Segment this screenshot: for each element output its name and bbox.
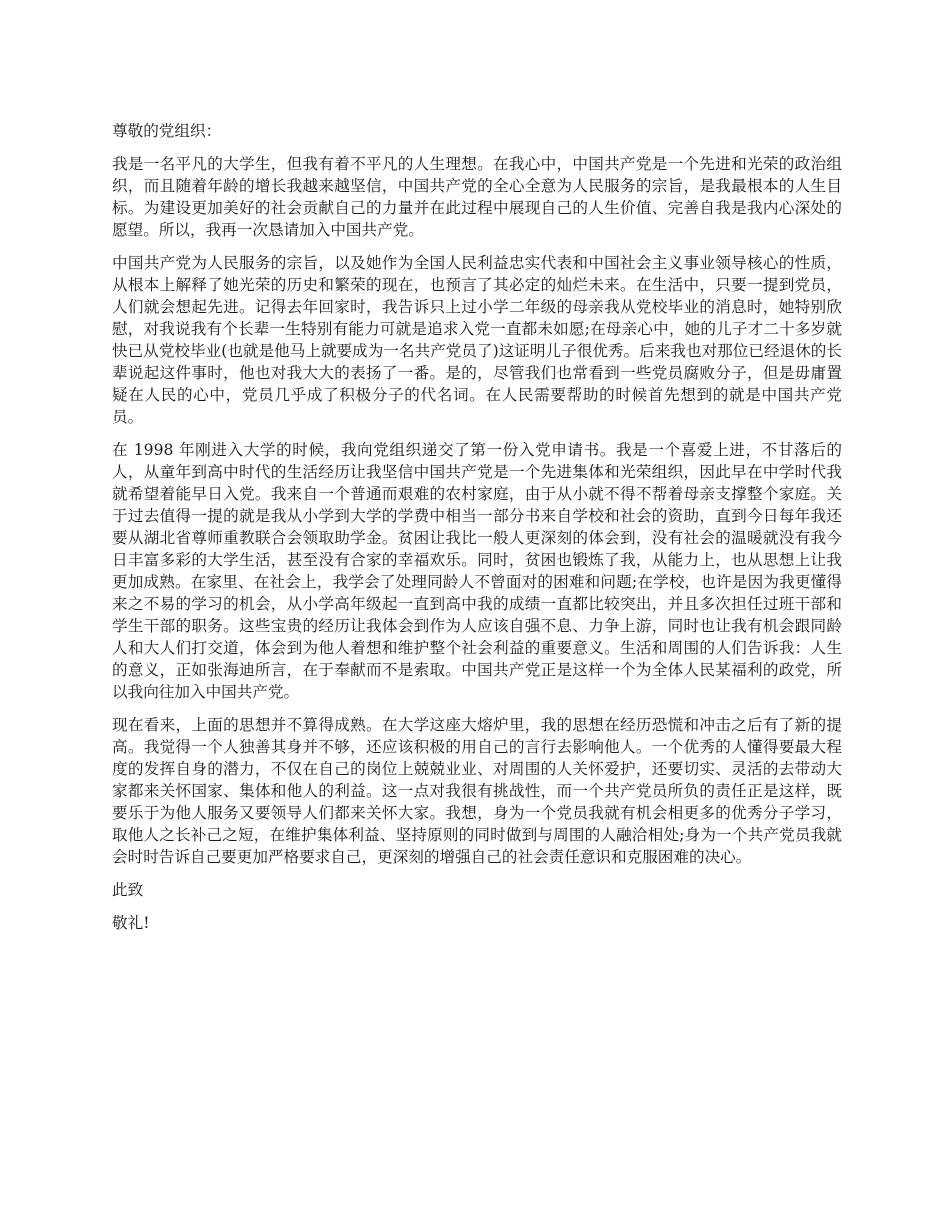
letter-body	[112, 120, 842, 945]
paragraph-4: 现在看来，上面的思想并不算得成熟。在大学这座大熔炉里，我的思想在经历恐慌和冲击之后有了新的提高。我觉得一个人独善其身并不够，还应该积极的用自己的言行去影响他人。一个优秀的人懂得要最大程度的发挥自身的潜力，不仅在自己的岗位上兢兢业业、对周围的人关怀爱护，还要切实、灵活的去带动大家都来关怀国家、集体和他人的利益。这一点对我很有挑战性，而一个共产党员所负的责任正是这样，既要乐于为他人服务又要领导人们都来关怀大家。我想，身为一个党员我就有机会相更多的优秀分子学习，取他人之长补己之短，在维护集体利益、坚持原则的同时做到与周围的人融洽相处;身为一个共产党员我就会时时告诉自己要更加严格要求自己，更深刻的增强自己的社会责任意识和克服困难的决心。	[112, 716, 842, 866]
paragraph-2: 中国共产党为人民服务的宗旨，以及她作为全国人民利益忠实代表和中国社会主义事业领导核心的性质，从根本上解释了她光荣的历史和繁荣的现在，也预言了其必定的灿烂未来。在生活中，只要一提到党员，人们就会想起先进。记得去年回家时，我告诉只上过小学二年级的母亲我从党校毕业的消息时，她特别欣慰，对我说我有个长辈一生特别有能力可就是追求入党一直都未如愿;在母亲心中，她的儿子才二十多岁就快已从党校毕业(也就是他马上就要成为一名共产党员了)这证明儿子很优秀。后来我也对那位已经退休的长辈说起这件事时，他也对我大大的表扬了一番。是的，尽管我们也常看到一些党员腐败分子，但是毋庸置疑在人民的心中，党员几乎成了积极分子的代名词。在人民需要帮助的时候首先想到的就是中国共产党员。	[112, 254, 842, 426]
closing-greeting: 此致	[112, 881, 144, 899]
closing-salute: 敬礼!	[112, 914, 150, 932]
paragraph-1: 我是一名平凡的大学生，但我有着不平凡的人生理想。在我心中，中国共产党是一个先进和光荣的政治组织，而且随着年龄的增长我越来越坚信，中国共产党的全心全意为人民服务的宗旨，是我最根本的人生目标。为建设更加美好的社会贡献自己的力量并在此过程中展现自己的人生价值、完善自我是我内心深处的愿望。所以，我再一次恳请加入中国共产党。	[112, 155, 842, 239]
salutation: 尊敬的党组织：	[112, 122, 222, 140]
paragraph-3: 在 1998 年刚进入大学的时候，我向党组织递交了第一份入党申请书。我是一个喜爱上进，不甘落后的人，从童年到高中时代的生活经历让我坚信中国共产党是一个先进集体和光荣组织，因此早在中学时代我就希望着能早日入党。我来自一个普通而艰难的农村家庭，由于从小就不得不帮着母亲支撑整个家庭。关于过去值得一提的就是我从小学到大学的学费中相当一部分书来自学校和社会的资助，直到今日每年我还要从湖北省尊师重教联合会领取助学金。贫困让我比一般人更深刻的体会到，没有社会的温暖就没有我今日丰富多彩的大学生活，甚至没有合家的幸福欢乐。同时，贫困也锻炼了我，从能力上，也从思想上让我更加成熟。在家里、在社会上，我学会了处理同龄人不曾面对的困难和问题;在学校，也许是因为我更懂得来之不易的学习的机会，从小学高年级起一直到高中我的成绩一直都比较突出，并且多次担任过班干部和学生干部的职务。这些宝贵的经历让我体会到作为人应该自强不息、力争上游，同时也让我有机会跟同龄人和大人们打交道，体会到为他人着想和维护整个社会利益的重要意义。生活和周围的人们告诉我：人生的意义，正如张海迪所言，在于奉献而不是索取。中国共产党正是这样一个为全体人民某福利的政党，所以我向往加入中国共产党。	[112, 441, 842, 701]
